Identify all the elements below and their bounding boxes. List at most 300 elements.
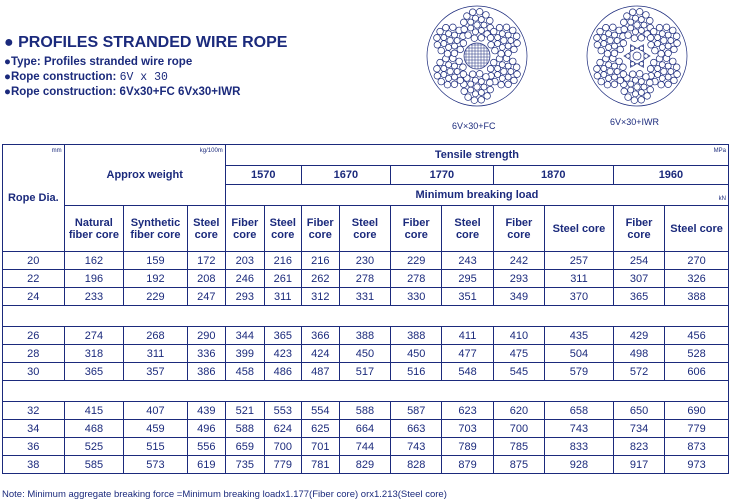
strand-wire xyxy=(671,46,678,53)
strand-wire xyxy=(487,66,494,73)
break-col-header: Fiber core xyxy=(301,206,339,252)
spacer-cell xyxy=(3,306,729,327)
table-row xyxy=(3,252,729,270)
strand-wire xyxy=(671,77,678,84)
strand-wire xyxy=(457,46,464,53)
table-cell: 521 xyxy=(225,402,264,420)
table-row xyxy=(3,456,729,474)
strand-wire xyxy=(478,89,484,95)
table-cell: 336 xyxy=(187,345,225,363)
rope-dia-cell: 32 xyxy=(3,402,65,420)
strand-wire xyxy=(606,62,612,68)
table-cell: 475 xyxy=(493,345,544,363)
strand-wire xyxy=(638,34,645,41)
break-col-header: Steel core xyxy=(545,206,614,252)
strand-wire xyxy=(434,41,441,48)
strand-wire xyxy=(444,81,451,88)
table-row xyxy=(3,345,729,363)
core-wire xyxy=(630,62,634,66)
table-cell: 278 xyxy=(339,270,390,288)
table-cell: 450 xyxy=(391,345,442,363)
strand-wire xyxy=(594,41,601,48)
table-cell: 172 xyxy=(187,252,225,270)
strand-wire xyxy=(452,74,458,80)
strand-wire xyxy=(646,17,653,24)
table-cell: 388 xyxy=(665,288,729,306)
table-cell: 365 xyxy=(64,363,124,381)
grade-header-1870: 1870 xyxy=(493,166,613,185)
strand-wire xyxy=(650,28,657,35)
strand-wire xyxy=(669,27,676,34)
strand-wire xyxy=(612,43,618,49)
strand-wire xyxy=(486,79,493,86)
strand-wire xyxy=(488,41,495,48)
table-cell: 351 xyxy=(442,288,493,306)
strand-wire xyxy=(461,26,468,33)
strand-wire xyxy=(476,70,483,77)
strand-wire xyxy=(621,26,628,33)
strand-wire xyxy=(625,32,632,39)
strand-wire xyxy=(501,68,507,74)
table-row xyxy=(3,420,729,438)
strand-wire xyxy=(607,37,613,43)
strand-wire xyxy=(620,64,627,71)
strand-wire xyxy=(447,37,453,43)
strand-wire xyxy=(469,71,476,78)
table-cell: 415 xyxy=(64,402,124,420)
table-cell: 468 xyxy=(64,420,124,438)
strand-wire xyxy=(604,81,611,88)
mpa-unit: MPa xyxy=(713,148,726,154)
table-cell: 588 xyxy=(339,402,390,420)
strand-wire xyxy=(655,41,661,47)
table-cell: 572 xyxy=(613,363,664,381)
grade-header-1770: 1770 xyxy=(391,166,494,185)
table-cell: 388 xyxy=(391,327,442,345)
table-cell: 311 xyxy=(545,270,614,288)
strand-wire xyxy=(450,24,457,31)
break-col-header: Fiber core xyxy=(493,206,544,252)
strand-wire xyxy=(641,84,647,90)
strand-wire xyxy=(665,81,672,88)
strand-wire xyxy=(511,77,518,84)
strand-wire xyxy=(597,59,604,66)
strand-wire xyxy=(464,13,471,20)
strand-wire xyxy=(643,74,650,81)
weight-unit: kg/100m xyxy=(199,148,223,154)
core-wire xyxy=(639,46,643,50)
strand-wire xyxy=(673,33,680,40)
table-cell: 624 xyxy=(264,420,301,438)
rope-dia-cell: 38 xyxy=(3,456,65,474)
break-col-header: Steel core xyxy=(264,206,301,252)
table-cell: 242 xyxy=(493,252,544,270)
table-cell: 553 xyxy=(264,402,301,420)
table-cell: 270 xyxy=(665,252,729,270)
table-cell: 690 xyxy=(665,402,729,420)
strand-wire xyxy=(611,50,618,57)
grade-header-1960: 1960 xyxy=(613,166,728,185)
strand-wire xyxy=(481,22,487,28)
diagram-caption-iwr: 6V×30+IWR xyxy=(610,117,660,127)
strand-wire xyxy=(472,15,478,21)
table-row xyxy=(3,327,729,345)
strand-wire xyxy=(495,41,501,47)
strand-wire xyxy=(496,24,503,31)
strand-wire xyxy=(460,71,467,78)
strand-wire xyxy=(638,27,644,33)
strand-wire xyxy=(620,40,627,47)
construction-line-2: ●Rope construction: 6Vx30+FC 6Vx30+IWR xyxy=(4,86,241,98)
table-cell: 785 xyxy=(493,438,544,456)
strand-wire xyxy=(434,35,441,42)
table-cell: 556 xyxy=(187,438,225,456)
strand-wire xyxy=(437,28,444,35)
strand-wire xyxy=(511,46,518,53)
strand-wire xyxy=(628,25,634,31)
table-cell: 429 xyxy=(613,327,664,345)
strand-wire xyxy=(451,81,458,88)
table-cell: 203 xyxy=(225,252,264,270)
strand-wire xyxy=(509,58,516,65)
table-cell: 410 xyxy=(493,327,544,345)
table-cell: 779 xyxy=(264,456,301,474)
table-cell: 366 xyxy=(301,327,339,345)
table-cell: 664 xyxy=(339,420,390,438)
table-cell: 743 xyxy=(545,420,614,438)
table-cell: 917 xyxy=(613,456,664,474)
table-cell: 159 xyxy=(124,252,188,270)
table-row xyxy=(3,402,729,420)
strand-wire xyxy=(628,87,634,93)
min-breaking-load-label: Minimum breaking load xyxy=(415,189,539,201)
strand-wire xyxy=(483,74,490,81)
table-cell: 450 xyxy=(339,345,390,363)
strand-wire xyxy=(483,12,490,19)
strand-wire xyxy=(601,72,607,78)
table-cell: 365 xyxy=(264,327,301,345)
approx-weight-label: Approx weight xyxy=(106,169,183,181)
break-col-header: Fiber core xyxy=(225,206,264,252)
table-row xyxy=(3,438,729,456)
strand-wire xyxy=(641,22,647,28)
strand-wire xyxy=(652,47,659,54)
table-cell: 486 xyxy=(264,363,301,381)
strand-wire xyxy=(438,78,445,85)
table-cell: 247 xyxy=(187,288,225,306)
rope-dia-header xyxy=(3,145,65,252)
rope-dia-label: Rope Dia. xyxy=(7,192,59,204)
table-cell: 192 xyxy=(124,270,188,288)
table-cell: 734 xyxy=(613,420,664,438)
table-row xyxy=(3,288,729,306)
footnote: Note: Minimum aggregate breaking force =Minimum breaking loadx1.177(Fiber core) orx1.213(Steel core) xyxy=(2,489,447,500)
strand-wire xyxy=(614,69,620,75)
strand-wire xyxy=(478,96,485,103)
strand-wire xyxy=(498,50,505,57)
rope-dia-cell: 22 xyxy=(3,270,65,288)
strand-wire xyxy=(503,24,510,31)
strand-wire xyxy=(474,84,480,90)
table-cell: 293 xyxy=(225,288,264,306)
rope-spec-table xyxy=(2,144,729,474)
table-cell: 399 xyxy=(225,345,264,363)
table-cell: 619 xyxy=(187,456,225,474)
strand-wire xyxy=(490,59,497,66)
table-cell: 516 xyxy=(391,363,442,381)
table-cell: 290 xyxy=(187,327,225,345)
table-cell: 588 xyxy=(225,420,264,438)
table-cell: 261 xyxy=(264,270,301,288)
table-row xyxy=(3,270,729,288)
strand-wire xyxy=(456,58,463,65)
strand-wire xyxy=(505,74,511,80)
strand-wire xyxy=(655,72,661,78)
strand-wire xyxy=(598,78,605,85)
strand-wire xyxy=(616,58,623,65)
weight-col-header: Synthetic fiber core xyxy=(124,206,188,252)
strand-wire xyxy=(465,32,472,39)
strand-wire xyxy=(468,25,474,31)
strand-wire xyxy=(634,22,640,28)
strand-wire xyxy=(461,88,468,95)
table-cell: 196 xyxy=(64,270,124,288)
table-cell: 928 xyxy=(545,456,614,474)
break-col-header: Steel core xyxy=(442,206,493,252)
strand-wire xyxy=(601,41,607,47)
strand-wire xyxy=(631,35,638,42)
strand-wire xyxy=(471,97,478,104)
core-wire xyxy=(626,54,630,58)
table-cell: 515 xyxy=(124,438,188,456)
strand-wire xyxy=(454,69,460,75)
rope-dia-cell: 30 xyxy=(3,363,65,381)
strand-wire xyxy=(505,43,511,49)
table-cell: 477 xyxy=(442,345,493,363)
table-cell: 879 xyxy=(442,456,493,474)
table-cell: 744 xyxy=(339,438,390,456)
table-cell: 262 xyxy=(301,270,339,288)
table-cell: 554 xyxy=(301,402,339,420)
table-cell: 487 xyxy=(301,363,339,381)
approx-weight-header xyxy=(64,145,225,206)
table-cell: 579 xyxy=(545,363,614,381)
table-cell: 504 xyxy=(545,345,614,363)
table-cell: 407 xyxy=(124,402,188,420)
tensile-strength-label: Tensile strength xyxy=(434,149,519,161)
strand-wire xyxy=(513,64,520,71)
table-cell: 517 xyxy=(339,363,390,381)
spacer-row xyxy=(3,306,729,327)
strand-wire xyxy=(508,69,514,75)
rope-cross-section-fc-diagram xyxy=(425,4,529,108)
diagram-caption-fc: 6V×30+FC xyxy=(452,121,496,131)
table-cell: 295 xyxy=(442,270,493,288)
table-cell: 257 xyxy=(545,252,614,270)
strand-wire xyxy=(508,38,514,44)
rope-dia-cell: 36 xyxy=(3,438,65,456)
table-cell: 326 xyxy=(665,270,729,288)
strand-wire xyxy=(594,66,601,73)
strand-wire xyxy=(441,72,447,78)
table-cell: 344 xyxy=(225,327,264,345)
strand-wire xyxy=(612,74,618,80)
table-cell: 528 xyxy=(665,345,729,363)
strand-wire xyxy=(469,9,476,16)
strand-wire xyxy=(647,86,654,93)
table-cell: 703 xyxy=(442,420,493,438)
table-cell: 357 xyxy=(124,363,188,381)
strand-wire xyxy=(490,28,497,35)
strand-wire xyxy=(604,50,611,57)
strand-wire xyxy=(443,24,450,31)
strand-wire xyxy=(478,27,484,33)
strand-wire xyxy=(499,31,505,37)
strand-wire xyxy=(647,66,654,73)
table-cell: 435 xyxy=(545,327,614,345)
strand-wire xyxy=(629,71,636,78)
rope-dia-cell: 20 xyxy=(3,252,65,270)
break-col-header: Steel core xyxy=(339,206,390,252)
strand-wire xyxy=(636,8,643,15)
strand-wire xyxy=(656,24,663,31)
table-cell: 331 xyxy=(339,288,390,306)
strand-wire xyxy=(614,38,620,44)
strand-wire xyxy=(658,50,665,57)
strand-wire xyxy=(625,94,632,101)
table-cell: 496 xyxy=(187,420,225,438)
grade-header-1670: 1670 xyxy=(301,166,390,185)
construction-label: ●Rope construction: xyxy=(4,71,120,83)
strand-wire xyxy=(644,93,651,100)
table-cell: 573 xyxy=(124,456,188,474)
strand-wire xyxy=(665,74,671,80)
strand-wire xyxy=(465,94,472,101)
strand-wire xyxy=(634,84,640,90)
table-cell: 525 xyxy=(64,438,124,456)
table-cell: 548 xyxy=(442,363,493,381)
rope-dia-cell: 28 xyxy=(3,345,65,363)
rope-dia-cell: 24 xyxy=(3,288,65,306)
rope-dia-cell: 26 xyxy=(3,327,65,345)
weight-col-header: Natural fiber core xyxy=(64,206,124,252)
strand-wire xyxy=(598,47,605,54)
strand-wire xyxy=(668,69,674,75)
construction-value: 6V x 30 xyxy=(119,71,168,84)
table-cell: 545 xyxy=(493,363,544,381)
strand-wire xyxy=(669,58,676,65)
table-cell: 233 xyxy=(64,288,124,306)
table-cell: 781 xyxy=(301,456,339,474)
table-cell: 735 xyxy=(225,456,264,474)
strand-wire xyxy=(451,50,458,57)
table-cell: 365 xyxy=(613,288,664,306)
table-cell: 293 xyxy=(493,270,544,288)
strand-wire xyxy=(594,35,601,42)
strand-wire xyxy=(499,62,505,68)
table-cell: 229 xyxy=(124,288,188,306)
strand-wire xyxy=(492,47,499,54)
table-cell: 439 xyxy=(187,402,225,420)
table-cell: 458 xyxy=(225,363,264,381)
min-breaking-load-header xyxy=(225,185,728,206)
strand-wire xyxy=(638,89,644,95)
table-cell: 456 xyxy=(665,327,729,345)
strand-wire xyxy=(631,97,638,104)
weight-col-header: Steel core xyxy=(187,206,225,252)
table-cell: 424 xyxy=(301,345,339,363)
table-cell: 700 xyxy=(493,420,544,438)
break-col-header: Fiber core xyxy=(391,206,442,252)
strand-wire xyxy=(632,15,638,21)
table-cell: 663 xyxy=(391,420,442,438)
strand-wire xyxy=(659,62,665,68)
strand-wire xyxy=(501,37,507,43)
strand-wire xyxy=(487,86,494,93)
table-cell: 828 xyxy=(391,456,442,474)
table-cell: 823 xyxy=(613,438,664,456)
strand-wire xyxy=(617,46,624,53)
core-wire xyxy=(630,46,634,50)
table-cell: 230 xyxy=(339,252,390,270)
core-wire xyxy=(644,54,648,58)
spacer-cell xyxy=(3,381,729,402)
mm-unit: mm xyxy=(51,148,62,154)
rope-dia-cell: 34 xyxy=(3,420,65,438)
table-cell: 779 xyxy=(665,420,729,438)
table-cell: 423 xyxy=(264,345,301,363)
table-row xyxy=(3,363,729,381)
table-cell: 318 xyxy=(64,345,124,363)
strand-wire xyxy=(452,43,458,49)
table-cell: 606 xyxy=(665,363,729,381)
table-cell: 388 xyxy=(339,327,390,345)
strand-wire xyxy=(505,81,512,88)
strand-wire xyxy=(597,28,604,35)
strand-wire xyxy=(674,40,681,47)
table-cell: 587 xyxy=(391,402,442,420)
table-cell: 216 xyxy=(264,252,301,270)
strand-wire xyxy=(659,31,665,37)
strand-wire xyxy=(658,81,665,88)
page-title: ● PROFILES STRANDED WIRE ROPE xyxy=(4,34,288,51)
strand-wire xyxy=(629,9,636,16)
strand-wire xyxy=(444,50,451,57)
strand-wire xyxy=(460,40,467,47)
strand-wire xyxy=(673,64,680,71)
table-cell: 650 xyxy=(613,402,664,420)
tensile-strength-header xyxy=(225,145,728,166)
strand-wire xyxy=(471,35,478,42)
strand-wire xyxy=(434,72,441,79)
table-cell: 411 xyxy=(442,327,493,345)
strand-wire xyxy=(498,81,505,88)
table-cell: 701 xyxy=(301,438,339,456)
strand-wire xyxy=(594,72,601,79)
strand-wire xyxy=(514,71,521,78)
table-cell: 873 xyxy=(665,438,729,456)
strand-wire xyxy=(438,47,445,54)
strand-wire xyxy=(674,71,681,78)
table-cell: 254 xyxy=(613,252,664,270)
strand-wire xyxy=(468,87,474,93)
table-cell: 833 xyxy=(545,438,614,456)
table-cell: 243 xyxy=(442,252,493,270)
break-col-header: Fiber core xyxy=(613,206,664,252)
strand-wire xyxy=(665,50,672,57)
strand-wire xyxy=(446,62,452,68)
strand-wire xyxy=(643,12,650,19)
